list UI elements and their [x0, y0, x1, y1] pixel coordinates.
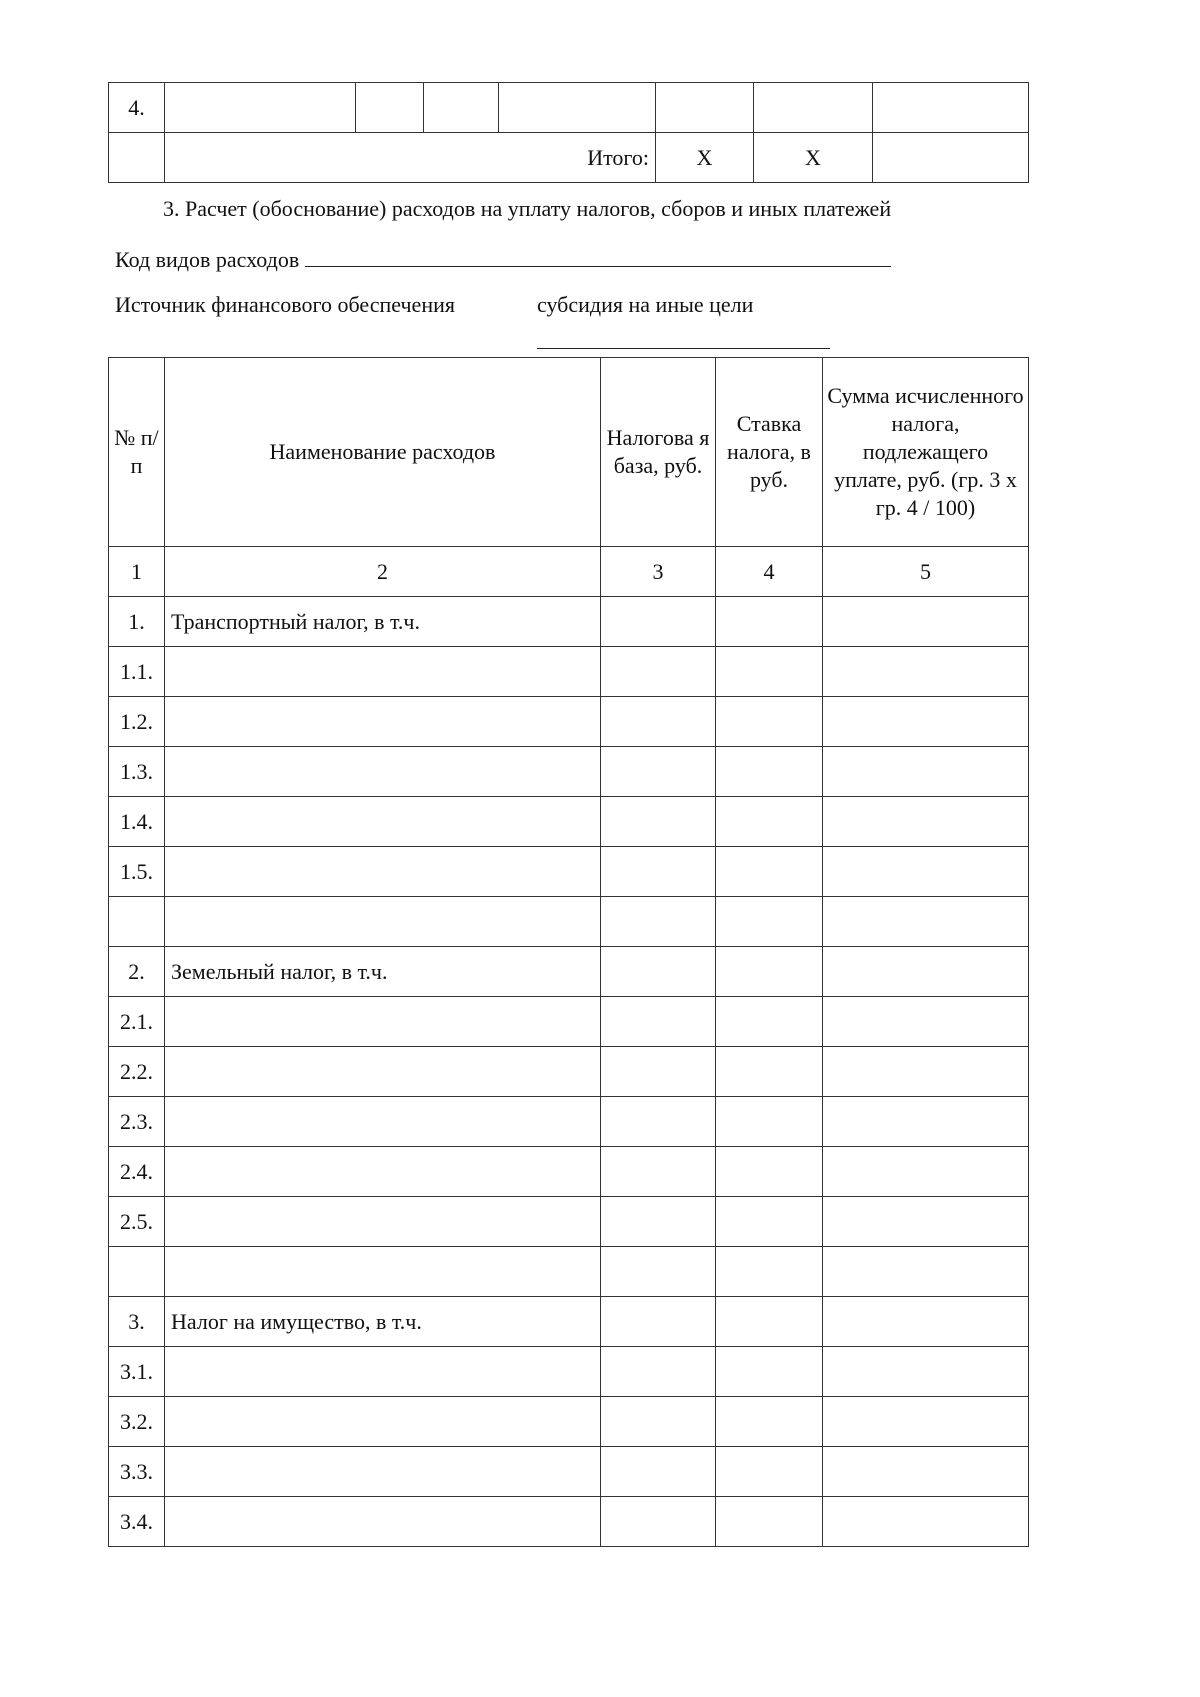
funding-source-underline — [537, 348, 830, 349]
table-row — [109, 897, 1029, 947]
table-row — [109, 1497, 1029, 1547]
table-cell — [109, 133, 165, 183]
expense-name-cell — [165, 647, 601, 697]
expense-name-cell — [165, 1497, 601, 1547]
expense-name-cell — [165, 797, 601, 847]
tax-rate-cell — [716, 847, 823, 897]
tax-base-cell — [601, 697, 716, 747]
tax-rate-cell — [716, 1447, 823, 1497]
expense-code-row — [115, 244, 891, 273]
tax-rate-cell — [716, 1247, 823, 1297]
row-number-cell: 1.1. — [109, 647, 165, 697]
tax-amount-cell — [823, 997, 1029, 1047]
row-number-cell: 3.1. — [109, 1347, 165, 1397]
expense-name-cell — [165, 897, 601, 947]
tax-base-cell — [601, 1297, 716, 1347]
expense-name-cell — [165, 1397, 601, 1447]
tax-base-cell — [601, 1097, 716, 1147]
table-row — [109, 797, 1029, 847]
tax-base-cell — [601, 1397, 716, 1447]
expense-name-cell — [165, 697, 601, 747]
tax-amount-cell — [823, 697, 1029, 747]
tax-amount-cell — [823, 647, 1029, 697]
table-cell — [165, 83, 356, 133]
tax-rate-cell — [716, 1297, 823, 1347]
tax-amount-cell — [823, 1297, 1029, 1347]
column-number: 3 — [601, 547, 716, 597]
tax-rate-cell — [716, 997, 823, 1047]
table-row — [109, 847, 1029, 897]
tax-rate-cell — [716, 1347, 823, 1397]
row-number-cell: 2.1. — [109, 997, 165, 1047]
total-cell-x: Х — [754, 133, 873, 183]
tax-base-cell — [601, 797, 716, 847]
table-row — [109, 83, 1029, 133]
row-number-cell — [109, 1247, 165, 1297]
total-cell-x: Х — [656, 133, 754, 183]
expense-name-cell — [165, 747, 601, 797]
column-header: Налогова я база, руб. — [601, 358, 716, 547]
tax-rate-cell — [716, 697, 823, 747]
previous-section-table — [108, 82, 1029, 183]
tax-rate-cell — [716, 647, 823, 697]
table-row — [109, 997, 1029, 1047]
table-row — [109, 1097, 1029, 1147]
tax-base-cell — [601, 1197, 716, 1247]
expense-name-cell — [165, 847, 601, 897]
table-cell — [656, 83, 754, 133]
tax-calculation-table — [108, 357, 1029, 1547]
tax-amount-cell — [823, 1047, 1029, 1097]
tax-base-cell — [601, 1047, 716, 1097]
expense-name-cell — [165, 1447, 601, 1497]
row-number-cell: 3. — [109, 1297, 165, 1347]
expense-name-cell — [165, 997, 601, 1047]
expense-name-cell: Земельный налог, в т.ч. — [165, 947, 601, 997]
tax-base-cell — [601, 847, 716, 897]
tax-base-cell — [601, 1347, 716, 1397]
column-header: Наименование расходов — [165, 358, 601, 547]
tax-amount-cell — [823, 1347, 1029, 1397]
row-number-cell: 2.4. — [109, 1147, 165, 1197]
expense-name-cell — [165, 1047, 601, 1097]
tax-amount-cell — [823, 1497, 1029, 1547]
tax-rate-cell — [716, 1497, 823, 1547]
tax-base-cell — [601, 1147, 716, 1197]
column-number: 4 — [716, 547, 823, 597]
tax-base-cell — [601, 947, 716, 997]
row-number-cell — [109, 897, 165, 947]
tax-rate-cell — [716, 1147, 823, 1197]
expense-name-cell — [165, 1147, 601, 1197]
table-row — [109, 1297, 1029, 1347]
column-number: 2 — [165, 547, 601, 597]
table-row — [109, 697, 1029, 747]
tax-base-cell — [601, 1447, 716, 1497]
table-row — [109, 1347, 1029, 1397]
row-number-cell: 2. — [109, 947, 165, 997]
tax-base-cell — [601, 1247, 716, 1297]
table-row — [109, 597, 1029, 647]
expense-name-cell — [165, 1347, 601, 1397]
column-header: Ставка налога, в руб. — [716, 358, 823, 547]
table-cell — [356, 83, 424, 133]
tax-base-cell — [601, 597, 716, 647]
row-number-cell: 1.3. — [109, 747, 165, 797]
total-label: Итого: — [165, 133, 656, 183]
table-cell — [754, 83, 873, 133]
tax-rate-cell — [716, 1047, 823, 1097]
tax-amount-cell — [823, 1197, 1029, 1247]
tax-amount-cell — [823, 1097, 1029, 1147]
table-row — [109, 947, 1029, 997]
total-row — [109, 133, 1029, 183]
tax-base-cell — [601, 997, 716, 1047]
expense-name-cell — [165, 1197, 601, 1247]
row-number-cell: 3.3. — [109, 1447, 165, 1497]
tax-amount-cell — [823, 947, 1029, 997]
tax-rate-cell — [716, 747, 823, 797]
table-row — [109, 647, 1029, 697]
column-number-row — [109, 547, 1029, 597]
row-number-cell: 1.5. — [109, 847, 165, 897]
table-row — [109, 1047, 1029, 1097]
row-number-cell: 1.4. — [109, 797, 165, 847]
funding-source-value: субсидия на иные цели — [537, 292, 754, 317]
expense-name-cell: Транспортный налог, в т.ч. — [165, 597, 601, 647]
table-cell — [873, 133, 1029, 183]
expense-name-cell — [165, 1247, 601, 1297]
row-number-cell: 1. — [109, 597, 165, 647]
table-cell — [873, 83, 1029, 133]
tax-base-cell — [601, 1497, 716, 1547]
row-number-cell: 2.3. — [109, 1097, 165, 1147]
row-number-cell: 4. — [109, 83, 165, 133]
tax-amount-cell — [823, 1397, 1029, 1447]
table-header-row — [109, 358, 1029, 547]
table-row — [109, 1397, 1029, 1447]
tax-amount-cell — [823, 847, 1029, 897]
tax-base-cell — [601, 647, 716, 697]
column-number: 1 — [109, 547, 165, 597]
expense-code-field[interactable] — [305, 244, 891, 267]
tax-base-cell — [601, 747, 716, 797]
table-row — [109, 1447, 1029, 1497]
tax-amount-cell — [823, 797, 1029, 847]
table-cell — [499, 83, 656, 133]
tax-rate-cell — [716, 1397, 823, 1447]
tax-amount-cell — [823, 1447, 1029, 1497]
tax-base-cell — [601, 897, 716, 947]
table-row — [109, 747, 1029, 797]
tax-amount-cell — [823, 1247, 1029, 1297]
row-number-cell: 2.5. — [109, 1197, 165, 1247]
table-body — [109, 597, 1029, 1547]
table-cell — [424, 83, 499, 133]
column-header: № п/п — [109, 358, 165, 547]
expense-name-cell — [165, 1097, 601, 1147]
expense-name-cell: Налог на имущество, в т.ч. — [165, 1297, 601, 1347]
row-number-cell: 3.2. — [109, 1397, 165, 1447]
column-header: Сумма исчисленного налога, подлежащего уплате, руб. (гр. 3 х гр. 4 / 100) — [823, 358, 1029, 547]
tax-rate-cell — [716, 597, 823, 647]
tax-rate-cell — [716, 947, 823, 997]
table-row — [109, 1147, 1029, 1197]
table-row — [109, 1247, 1029, 1297]
row-number-cell: 3.4. — [109, 1497, 165, 1547]
tax-amount-cell — [823, 897, 1029, 947]
tax-amount-cell — [823, 1147, 1029, 1197]
tax-amount-cell — [823, 597, 1029, 647]
tax-amount-cell — [823, 747, 1029, 797]
tax-rate-cell — [716, 797, 823, 847]
expense-code-label: Код видов расходов — [115, 247, 300, 272]
row-number-cell: 2.2. — [109, 1047, 165, 1097]
tax-rate-cell — [716, 1197, 823, 1247]
tax-rate-cell — [716, 897, 823, 947]
table-row — [109, 1197, 1029, 1247]
funding-source-label: Источник финансового обеспечения — [115, 292, 455, 317]
column-number: 5 — [823, 547, 1029, 597]
row-number-cell: 1.2. — [109, 697, 165, 747]
section-title: 3. Расчет (обоснование) расходов на уплату налогов, сборов и иных платежей — [163, 196, 892, 221]
tax-rate-cell — [716, 1097, 823, 1147]
